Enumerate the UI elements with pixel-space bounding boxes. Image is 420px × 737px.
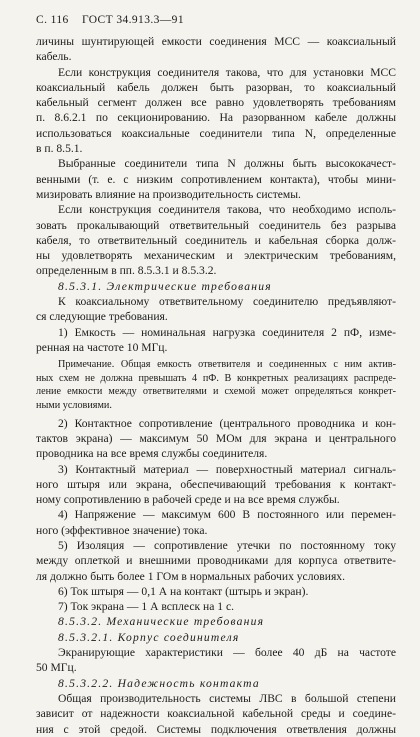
text-line: ление емкости между ответвителями и схемой может определяться конкрет-	[36, 386, 396, 398]
text-line: личины шунтирующей емкости соединения МСС — коаксиальный	[36, 35, 396, 48]
text-line: мизировать влияние на производительность системы.	[36, 187, 301, 201]
text-line: 1) Емкость — номинальная нагрузка соединителя 2 пФ, изме-	[58, 325, 396, 339]
text-line: ся следующие требования.	[36, 310, 168, 324]
text-line: кабельный сегмент должен все равно удовлетворять требованиям	[36, 96, 396, 110]
text-line: Общая производительность системы ЛВС в большой степени	[58, 691, 396, 705]
text-line: 8.5.3.1. Электрические требования	[58, 279, 272, 293]
text-line: между оплеткой и внешними проводниками для корпуса ответвите-	[36, 554, 396, 568]
text-line: использоваться коаксиальные соединители типа N, определенные	[36, 126, 396, 140]
text-line: 6) Ток штыря — 0,1 А на контакт (штырь и экран).	[58, 584, 309, 598]
text-line: 3) Контактный материал — поверхностный материал сигналь-	[58, 462, 396, 476]
text-line: венными (т. е. с низким сопротивлением контакта), чтобы мини-	[36, 172, 396, 186]
text-line: ны удовлетворять механическим и электрическим требованиям,	[36, 249, 396, 263]
text-line: 7) Ток экрана — 1 А всплеск на 1 с.	[58, 600, 234, 614]
text-line: зависит от надежности коаксиальной кабельной среды и соедине-	[36, 707, 396, 721]
text-line: 8.5.3.2.2. Надежность контакта	[58, 676, 260, 690]
text-line: п. 8.6.2.1 по секционированию. На разорванном кабеле должны	[36, 111, 396, 125]
document-body	[36, 34, 396, 737]
standard-code: ГОСТ 34.913.3—91	[81, 14, 184, 26]
text-line: ренная на частоте 10 МГц.	[36, 340, 168, 354]
text-line: Если конструкция соединителя такова, что необходимо исполь-	[58, 203, 396, 217]
text-line: 5) Изоляция — сопротивление утечки по постоянному току	[58, 538, 396, 552]
text-line: ния с этой средой. Системы подключения ответвления должны	[36, 722, 396, 736]
page-number: С. 116	[36, 14, 69, 26]
text-line: Примечание. Общая емкость ответвителя и соединенных с ним актив-	[58, 359, 396, 371]
text-line: ного штыря или экрана, обеспечивающий требования к контакт-	[36, 477, 396, 491]
text-line: ному сопротивлению в рабочей среде и на все время службы.	[36, 493, 340, 507]
text-line: в п. 8.5.1.	[36, 142, 83, 156]
text-line: кабеля, то ответвительный соединитель и кабельная сборка долж-	[36, 233, 396, 247]
text-line: кабель.	[36, 50, 72, 64]
text-line: ными условиями.	[36, 400, 112, 412]
text-line: ного (эффективное значение) тока.	[36, 523, 208, 537]
text-line: зовать прокалывающий ответвительный соединитель без разрыва	[36, 218, 396, 232]
text-line: 8.5.3.2. Механические требования	[58, 615, 265, 629]
text-line: определенным в пп. 8.5.3.1 и 8.5.3.2.	[36, 264, 217, 278]
text-line: Экранирующие характеристики — более 40 дБ на частоте	[58, 646, 396, 660]
text-line: 8.5.3.2.1. Корпус соединителя	[58, 630, 240, 644]
text-line: тактов экрана) — максимум 50 МОм для экрана и центрального	[36, 431, 396, 445]
page-header	[36, 14, 396, 26]
text-line: Если конструкция соединителя такова, что для установки МСС	[58, 65, 396, 79]
text-line: 50 МГц.	[36, 661, 77, 675]
text-line: К коаксиальному ответвительному соединителю предъявляют-	[58, 295, 396, 309]
text-line: 4) Напряжение — максимум 600 В постоянного или перемен-	[58, 508, 396, 522]
text-line: ных схем не должна превышать 4 пФ. В конкретных реализациях распреде-	[36, 372, 396, 384]
text-line: Выбранные соединители типа N должны быть высококачест-	[58, 157, 396, 171]
text-line: проводника на все время службы соединителя.	[36, 447, 268, 461]
text-line: ля должно быть более 1 ГОм в нормальных рабочих условиях.	[36, 569, 345, 583]
text-line: 2) Контактное сопротивление (центрального проводника и кон-	[58, 416, 396, 430]
text-line: коаксиальный кабель должен быть разорван, то коаксиальный	[36, 80, 396, 94]
